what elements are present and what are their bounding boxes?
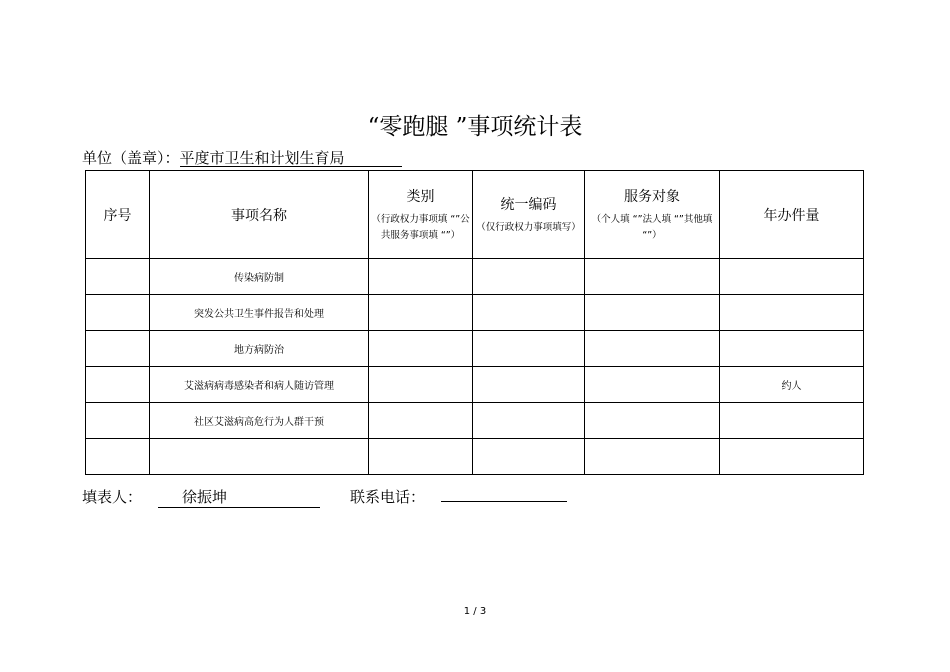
header-target-label: 服务对象 xyxy=(624,188,680,205)
unit-label: 单位（盖章）： xyxy=(82,149,180,167)
cell-code xyxy=(473,367,585,403)
cell-code xyxy=(473,403,585,439)
table-row xyxy=(86,295,864,331)
table-row xyxy=(86,439,864,475)
cell-index xyxy=(86,259,150,295)
header-code-note: （仅行政权力事项填写） xyxy=(476,221,581,233)
cell-name: 艾滋病病毒感染者和病人随访管理 xyxy=(150,367,369,403)
cell-name: 地方病防治 xyxy=(150,331,369,367)
cell-code xyxy=(473,439,585,475)
cell-name: 突发公共卫生事件报告和处理 xyxy=(150,295,369,331)
cell-volume xyxy=(720,403,864,439)
table-body xyxy=(86,259,864,475)
page-number: 1 / 3 xyxy=(463,606,487,617)
header-name: 事项名称 xyxy=(150,171,369,259)
table-header-row xyxy=(86,171,864,259)
unit-line xyxy=(82,147,402,168)
phone-label: 联系电话： xyxy=(350,488,426,506)
filler-label: 填表人： xyxy=(82,488,143,506)
cell-category xyxy=(369,295,473,331)
cell-target xyxy=(585,403,720,439)
cell-code xyxy=(473,259,585,295)
header-code-label: 统一编码 xyxy=(500,196,557,213)
header-target-note: （个人填 “”法人填 “”其他填 “”） xyxy=(591,213,713,241)
cell-index xyxy=(86,331,150,367)
cell-name: 传染病防制 xyxy=(150,259,369,295)
cell-volume: 约人 xyxy=(720,367,864,403)
header-target xyxy=(585,171,720,259)
cell-volume xyxy=(720,259,864,295)
cell-name: 社区艾滋病高危行为人群干预 xyxy=(150,403,369,439)
cell-category xyxy=(369,259,473,295)
cell-target xyxy=(585,331,720,367)
phone-value xyxy=(441,487,567,502)
cell-category xyxy=(369,331,473,367)
cell-volume xyxy=(720,439,864,475)
cell-index xyxy=(86,367,150,403)
table-row xyxy=(86,367,864,403)
filler-value: 徐振坤 xyxy=(158,486,320,508)
unit-value: 平度市卫生和计划生育局 xyxy=(180,150,402,167)
table-row xyxy=(86,331,864,367)
page-title: “零跑腿 ”事项统计表 xyxy=(367,114,583,140)
header-category-label: 类别 xyxy=(406,188,435,205)
header-category xyxy=(369,171,473,259)
table-row xyxy=(86,259,864,295)
cell-index xyxy=(86,403,150,439)
cell-volume xyxy=(720,331,864,367)
cell-category xyxy=(369,367,473,403)
cell-target xyxy=(585,295,720,331)
cell-code xyxy=(473,331,585,367)
cell-code xyxy=(473,295,585,331)
cell-volume xyxy=(720,295,864,331)
table-row xyxy=(86,403,864,439)
footer xyxy=(82,486,567,508)
cell-index xyxy=(86,295,150,331)
header-code xyxy=(473,171,585,259)
header-volume: 年办件量 xyxy=(720,171,864,259)
cell-target xyxy=(585,439,720,475)
cell-category xyxy=(369,403,473,439)
cell-category xyxy=(369,439,473,475)
statistics-table xyxy=(85,170,864,475)
cell-index xyxy=(86,439,150,475)
header-index: 序号 xyxy=(86,171,150,259)
header-category-note: （行政权力事项填 “”公共服务事项填 “”） xyxy=(371,213,470,241)
cell-name xyxy=(150,439,369,475)
cell-target xyxy=(585,259,720,295)
cell-target xyxy=(585,367,720,403)
